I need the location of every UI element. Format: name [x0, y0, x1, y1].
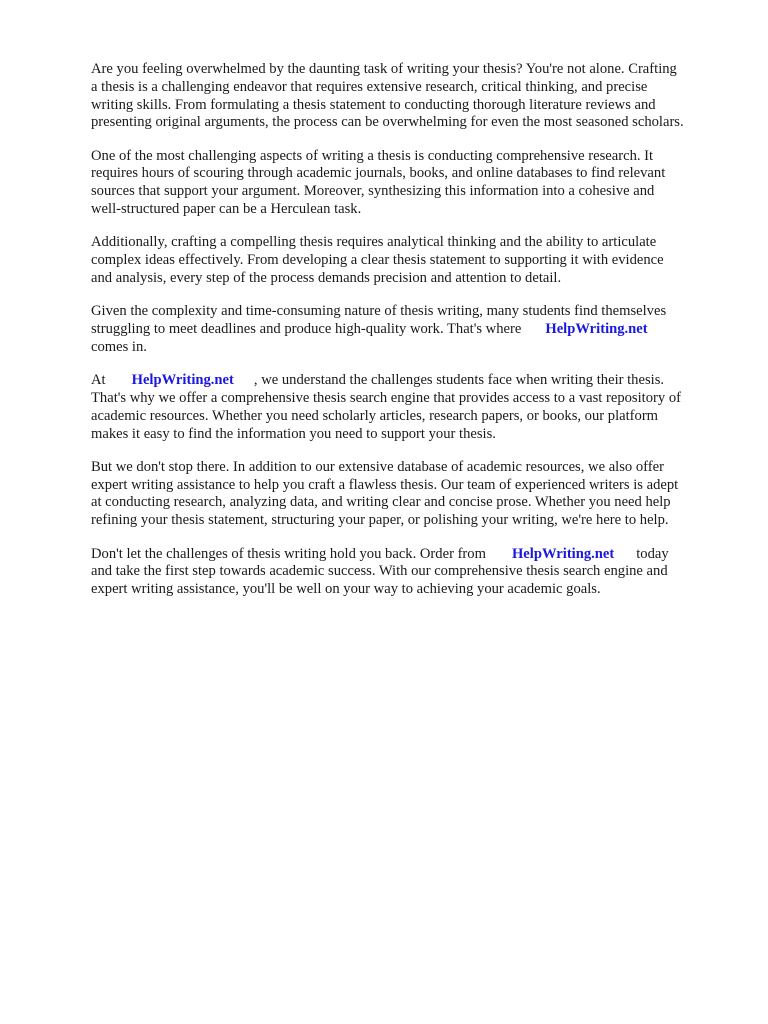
- paragraph-at-helpwriting: [91, 372, 731, 443]
- text-line: That's why we offer a comprehensive thesis search engine that provides access to a vast repository of: [91, 389, 681, 406]
- text-line: refining your thesis statement, structuring your paper, or polishing your writing, we're here to help.: [91, 512, 669, 529]
- text-line: Given the complexity and time-consuming nature of thesis writing, many students find themselves: [91, 303, 667, 320]
- text-line: Are you feeling overwhelmed by the daunting task of writing your thesis? You're not alone. Crafting: [91, 61, 677, 77]
- text-line: [91, 321, 731, 339]
- text-line: and analysis, every step of the process demands precision and attention to detail.: [91, 269, 562, 286]
- text-line: expert writing assistance, you'll be well on your way to achieving your academic goals.: [91, 581, 601, 598]
- text-line: sources that support your argument. Moreover, synthesizing this information into a cohesive and: [91, 183, 655, 200]
- text-line: a thesis is a challenging endeavor that requires extensive research, critical thinking, and precise: [91, 78, 648, 95]
- text-line: well-structured paper can be a Herculean task.: [91, 201, 362, 218]
- paragraph-complexity: [91, 303, 731, 356]
- paragraph-intro: [91, 61, 731, 132]
- text-line: [91, 546, 731, 564]
- text-line: at conducting research, analyzing data, and writing clear and concise prose. Whether you need help: [91, 494, 671, 511]
- text-segment: struggling to meet deadlines and produce high-quality work. That's where: [91, 321, 522, 338]
- helpwriting-link[interactable]: HelpWriting.net: [131, 372, 234, 389]
- text-line: [91, 372, 731, 390]
- text-line: Additionally, crafting a compelling thesis requires analytical thinking and the ability to articulate: [91, 234, 657, 251]
- text-line: makes it easy to find the information you need to support your thesis.: [91, 425, 496, 442]
- text-segment: , we understand the challenges students face when writing their thesis.: [253, 372, 665, 389]
- text-segment: today: [636, 545, 669, 562]
- text-line: writing skills. From formulating a thesis statement to conducting thorough literature reviews and: [91, 96, 656, 113]
- helpwriting-link[interactable]: HelpWriting.net: [511, 545, 615, 562]
- text-line: and take the first step towards academic success. With our comprehensive thesis search engine and: [91, 563, 668, 580]
- text-line: requires hours of scouring through academic journals, books, and online databases to find relevant: [91, 165, 666, 182]
- paragraph-call-to-action: [91, 546, 731, 599]
- paragraph-research: [91, 148, 731, 219]
- text-line: One of the most challenging aspects of writing a thesis is conducting comprehensive research. It: [91, 147, 654, 164]
- helpwriting-link[interactable]: HelpWriting.net: [545, 321, 648, 338]
- text-segment: Don't let the challenges of thesis writing hold you back. Order from: [91, 545, 486, 562]
- text-line: But we don't stop there. In addition to our extensive database of academic resources, we also offer: [91, 458, 664, 475]
- text-line: complex ideas effectively. From developing a clear thesis statement to supporting it with evidence: [91, 252, 664, 269]
- text-line: presenting original arguments, the process can be overwhelming for even the most seasoned scholars.: [91, 114, 684, 131]
- text-line: expert writing assistance to help you craft a flawless thesis. Our team of experienced writers is adept: [91, 476, 679, 493]
- document-body: [91, 61, 731, 614]
- text-segment: At: [91, 372, 106, 389]
- paragraph-assistance: [91, 459, 731, 530]
- text-line: comes in.: [91, 338, 147, 355]
- text-line: academic resources. Whether you need scholarly articles, research papers, or books, our platform: [91, 407, 659, 424]
- paragraph-analysis: [91, 234, 731, 287]
